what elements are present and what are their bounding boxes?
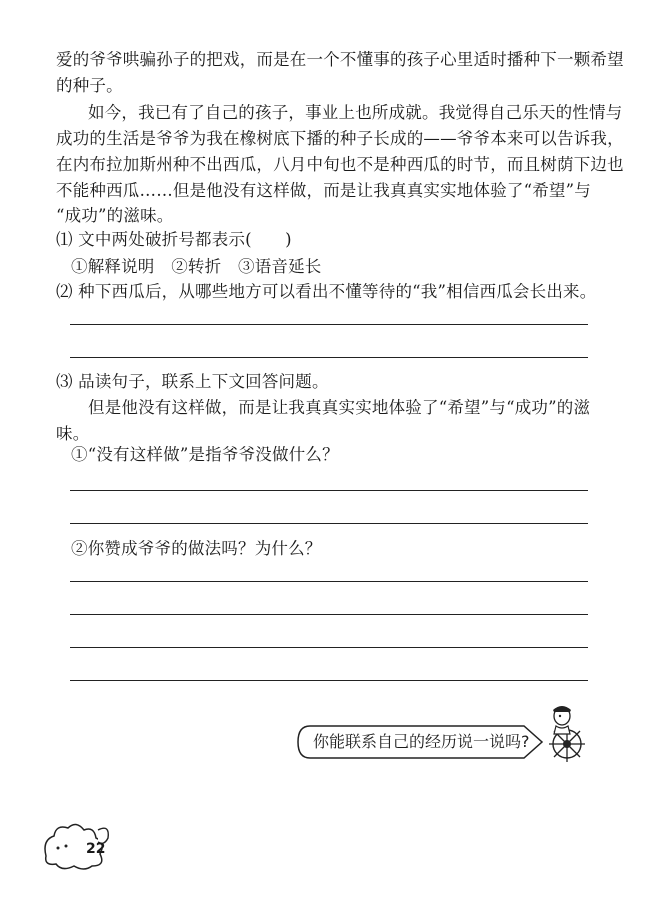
passage-line-6: 不能种西瓜……但是他没有这样做，而是让我真真实实地体验了“希望”与 [56,181,591,200]
answer-line-q3b-1[interactable] [70,581,588,582]
answer-line-q3b-2[interactable] [70,614,588,615]
page-number: 22 [86,841,106,857]
passage-line-4: 成功的生活是爷爷为我在橡树底下播的种子长成的——爷爷本来可以告诉我， [56,129,624,148]
question-3: ⑶ 品读句子，联系上下文回答问题。 [56,372,329,391]
passage-line-1: 爱的爷爷哄骗孙子的把戏，而是在一个不懂事的孩子心里适时播种下一颗希望 [56,50,624,69]
question-3-sub-1: ①“没有这样做”是指爷爷没做什么？ [71,445,339,464]
answer-line-q3b-4[interactable] [70,680,588,681]
speech-bubble-text: 你能联系自己的经历说一说吗? [313,732,530,751]
passage-line-7: “成功”的滋味。 [56,206,174,225]
passage-line-5: 在内布拉加斯州种不出西瓜，八月中旬也不是种西瓜的时节，而且树荫下边也 [56,155,624,174]
answer-line-q3a-1[interactable] [70,490,588,491]
question-1: ⑴ 文中两处破折号都表示( ) [56,230,292,249]
sailor-wheel-icon [540,700,594,764]
question-3-quote-line-1: 但是他没有这样做，而是让我真真实实地体验了“希望”与“成功”的滋 [88,398,591,417]
answer-line-q2-2[interactable] [70,357,588,358]
question-2: ⑵ 种下西瓜后，从哪些地方可以看出不懂等待的“我”相信西瓜会长出来。 [56,282,597,301]
answer-line-q3b-3[interactable] [70,647,588,648]
answer-line-q3a-2[interactable] [70,523,588,524]
passage-line-3: 如今，我已有了自己的孩子，事业上也所成就。我觉得自己乐天的性情与 [88,103,623,122]
answer-line-q2-1[interactable] [70,324,588,325]
question-3-quote-line-2: 味。 [56,424,90,443]
question-3-sub-2: ②你赞成爷爷的做法吗？为什么？ [71,539,322,558]
question-1-options: ①解释说明 ②转折 ③语音延长 [71,257,322,276]
passage-line-2: 的种子。 [56,76,123,95]
